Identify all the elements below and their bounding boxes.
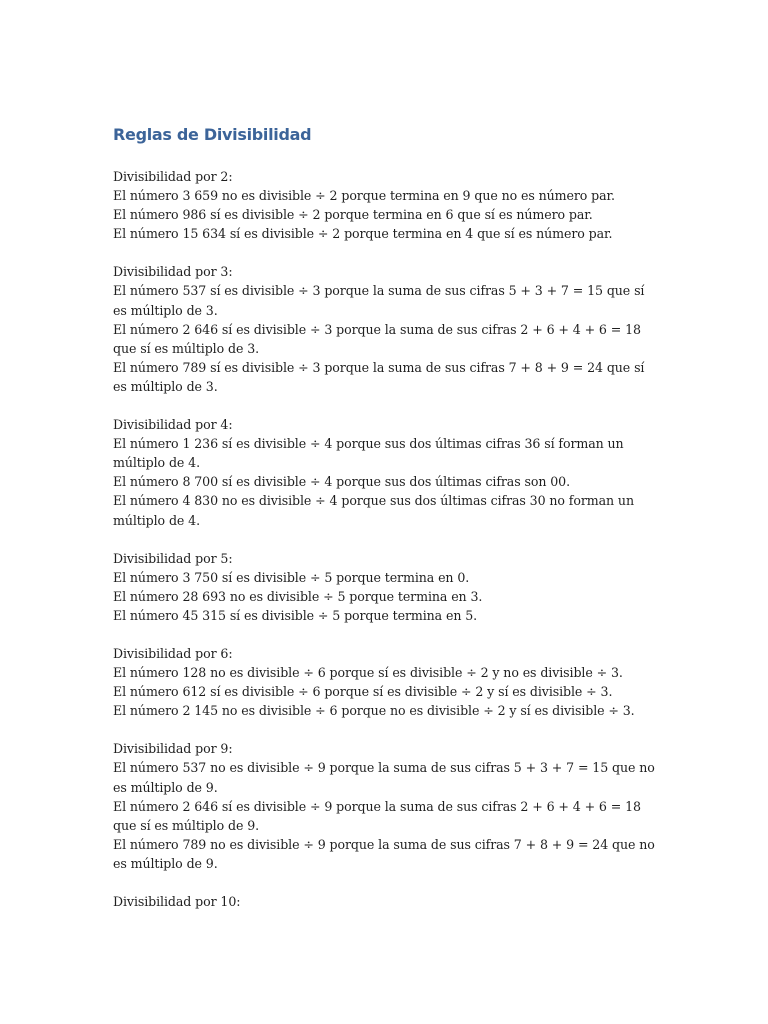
section-line: El número 2 646 sí es divisible ÷ 3 porque la suma de sus cifras 2 + 6 + 4 + 6 = 18 que sí es múltiplo de 3. xyxy=(113,321,641,356)
document-title: Reglas de Divisibilidad xyxy=(113,125,312,144)
section-line: El número 537 sí es divisible ÷ 3 porque la suma de sus cifras 5 + 3 + 7 = 15 que sí es múltiplo de 3. xyxy=(113,283,645,318)
section-heading: Divisibilidad por 5: xyxy=(113,550,233,566)
section-line: El número 15 634 sí es divisible ÷ 2 porque termina en 4 que sí es número par. xyxy=(113,226,613,242)
section-line: El número 3 750 sí es divisible ÷ 5 porque termina en 0. xyxy=(113,569,470,585)
section-line: El número 2 145 no es divisible ÷ 6 porque no es divisible ÷ 2 y sí es divisible ÷ 3. xyxy=(113,703,635,719)
section-divisibility-6 xyxy=(113,644,661,720)
section-divisibility-4 xyxy=(113,415,661,530)
section-line: El número 45 315 sí es divisible ÷ 5 porque termina en 5. xyxy=(113,607,478,623)
section-heading: Divisibilidad por 6: xyxy=(113,645,233,661)
section-heading: Divisibilidad por 10: xyxy=(113,894,241,909)
section-divisibility-10 xyxy=(113,892,661,911)
section-line: El número 789 no es divisible ÷ 9 porque la suma de sus cifras 7 + 8 + 9 = 24 que no es múltiplo de 9. xyxy=(113,836,655,871)
section-divisibility-9 xyxy=(113,739,661,873)
section-heading: Divisibilidad por 4: xyxy=(113,417,233,433)
section-heading: Divisibilidad por 9: xyxy=(113,741,233,757)
section-line: El número 4 830 no es divisible ÷ 4 porque sus dos últimas cifras 30 no forman un múltiplo de 4. xyxy=(113,493,634,528)
section-line: El número 3 659 no es divisible ÷ 2 porque termina en 9 que no es número par. xyxy=(113,188,615,204)
section-line: El número 1 236 sí es divisible ÷ 4 porque sus dos últimas cifras 36 sí forman un múltiplo de 4. xyxy=(113,436,624,471)
section-heading: Divisibilidad por 2: xyxy=(113,169,233,184)
section-divisibility-2 xyxy=(113,167,661,243)
section-line: El número 986 sí es divisible ÷ 2 porque termina en 6 que sí es número par. xyxy=(113,207,593,223)
section-divisibility-3 xyxy=(113,262,661,396)
section-line: El número 2 646 sí es divisible ÷ 9 porque la suma de sus cifras 2 + 6 + 4 + 6 = 18 que sí es múltiplo de 9. xyxy=(113,798,641,833)
section-divisibility-5 xyxy=(113,549,661,625)
document-page xyxy=(113,124,661,930)
section-line: El número 612 sí es divisible ÷ 6 porque sí es divisible ÷ 2 y sí es divisible ÷ 3. xyxy=(113,684,613,700)
section-line: El número 537 no es divisible ÷ 9 porque la suma de sus cifras 5 + 3 + 7 = 15 que no es múltiplo de 9. xyxy=(113,760,655,795)
section-line: El número 28 693 no es divisible ÷ 5 porque termina en 3. xyxy=(113,588,483,604)
section-line: El número 8 700 sí es divisible ÷ 4 porque sus dos últimas cifras son 00. xyxy=(113,474,570,490)
section-heading: Divisibilidad por 3: xyxy=(113,264,233,280)
section-line: El número 789 sí es divisible ÷ 3 porque la suma de sus cifras 7 + 8 + 9 = 24 que sí es múltiplo de 3. xyxy=(113,359,645,394)
section-line: El número 128 no es divisible ÷ 6 porque sí es divisible ÷ 2 y no es divisible ÷ 3. xyxy=(113,665,623,681)
